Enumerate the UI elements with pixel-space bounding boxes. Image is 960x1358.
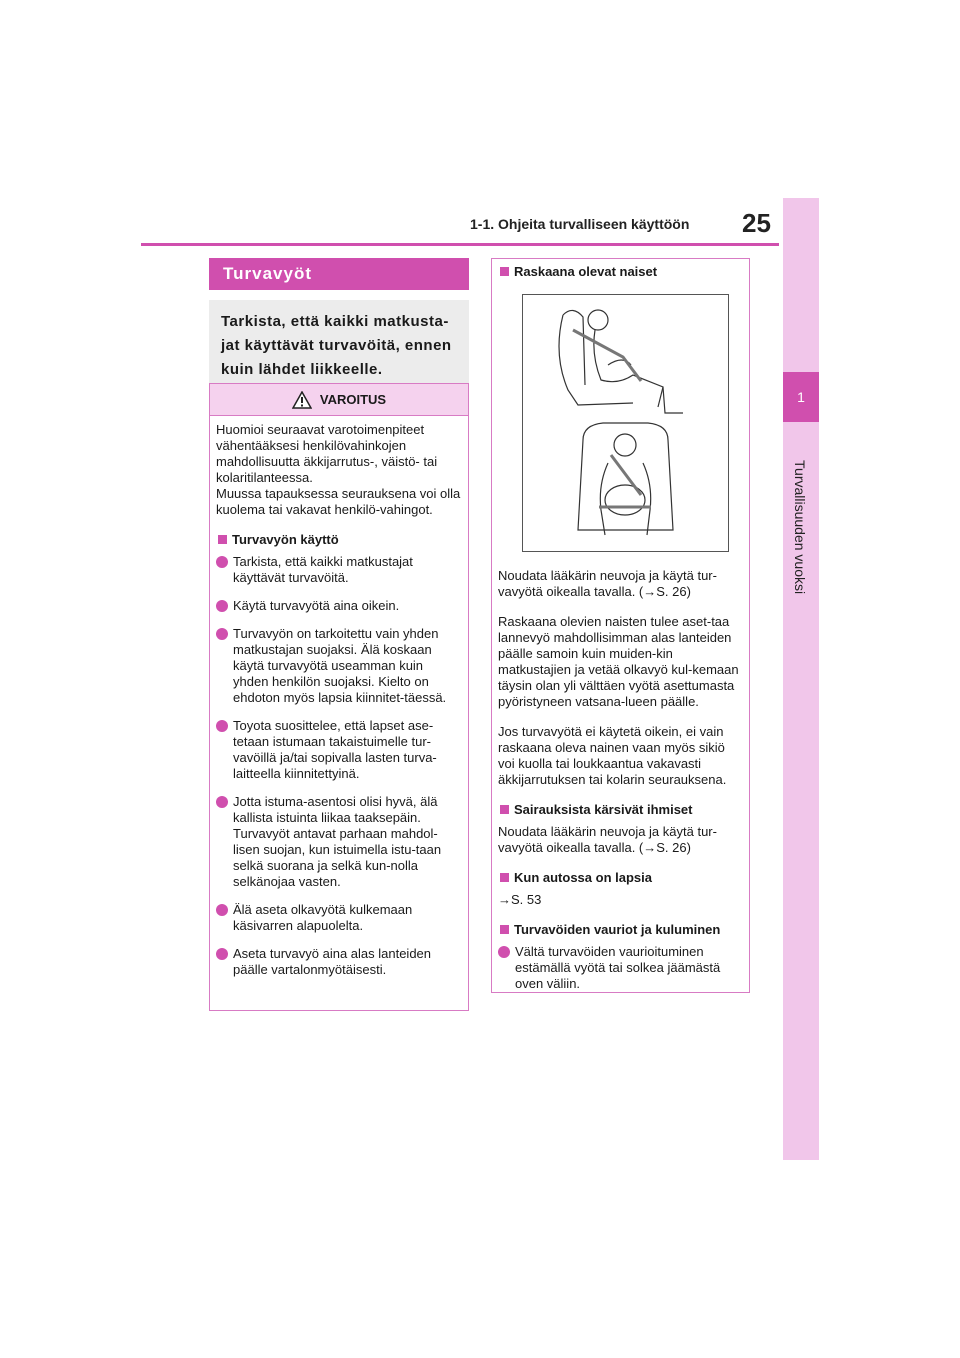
pregnant-para-3: Jos turvavyötä ei käytetä oikein, ei vain raskaana oleva nainen vaan myös sikiö voi kuolla tai loukkaantua vakavasti äkkijarrutuksen tai kolarin seurauksena. bbox=[498, 724, 727, 787]
list-item bbox=[498, 944, 744, 992]
right-body bbox=[498, 568, 744, 992]
chapter-number-badge bbox=[783, 372, 819, 422]
chapter-name: Turvallisuuden vuoksi bbox=[792, 460, 808, 595]
list-item bbox=[216, 718, 462, 782]
round-bullet-icon bbox=[216, 556, 228, 568]
round-bullet-icon bbox=[216, 948, 228, 960]
round-bullet-icon bbox=[216, 720, 228, 732]
warning-intro bbox=[216, 422, 462, 518]
round-bullet-icon bbox=[216, 628, 228, 640]
list-item-text: Tarkista, että kaikki matkustajat käyttävät turvavöitä. bbox=[233, 554, 413, 585]
header-chapter-title: 1-1. Ohjeita turvalliseen käyttöön bbox=[470, 216, 690, 232]
warning-triangle-icon bbox=[292, 391, 312, 409]
list-item-text: Vältä turvavöiden vaurioituminen estämällä vyötä tai solkea jäämästä oven väliin. bbox=[515, 944, 721, 991]
right-column-box bbox=[491, 258, 750, 993]
round-bullet-icon bbox=[216, 904, 228, 916]
warning-box bbox=[209, 383, 469, 1011]
list-item-text: Toyota suosittelee, että lapset ase-tetaan istumaan takaistuimelle tur-vavöillä ja/tai sopivalla lasten turva-laitteella kiinnitettyinä. bbox=[233, 718, 437, 781]
seatbelt-illustration-icon bbox=[523, 295, 728, 551]
chapter-number: 1 bbox=[797, 389, 805, 405]
section-intro: Tarkista, että kaikki matkusta-jat käyttävät turvavöitä, ennen kuin lähdet liikkeelle. bbox=[209, 300, 469, 392]
pregnant-heading-text: Raskaana olevat naiset bbox=[514, 264, 658, 279]
square-bullet-icon bbox=[500, 805, 509, 814]
round-bullet-icon bbox=[498, 946, 510, 958]
left-column bbox=[209, 258, 469, 392]
list-item-text: Jotta istuma-asentosi olisi hyvä, älä kallista istuinta liikaa taaksepäin. Turvavyöt antavat parhaan mahdol-lisen suojan, kun istuimella istu-taan selkä suorana ja selkä kun-nolla selkänojaa vasten. bbox=[233, 794, 442, 889]
list-item bbox=[216, 902, 462, 934]
usage-heading-text: Turvavyön käyttö bbox=[232, 532, 339, 547]
list-item bbox=[216, 946, 462, 978]
pregnant-heading bbox=[498, 264, 744, 280]
round-bullet-icon bbox=[216, 600, 228, 612]
damage-heading-text: Turvavöiden vauriot ja kuluminen bbox=[514, 922, 721, 937]
pregnant-para-2: Raskaana olevien naisten tulee aset-taa lannevyö mahdollisimman alas lanteiden päälle samoin kuin muiden-kin matkustajien ja vetää olkavyö kul-kemaan täysin olan yli välttäen vyötä asettumasta pyöristyneen vatsana-lueen päälle. bbox=[498, 614, 739, 709]
warning-intro-text: Huomioi seuraavat varotoimenpiteet vähentääksesi henkilövahinkojen mahdollisuutta äkkijarrutus-, väistö- tai kolaritilanteessa. bbox=[216, 422, 438, 485]
warning-header bbox=[210, 384, 468, 416]
children-page-ref: →S. 53 bbox=[498, 892, 542, 907]
round-bullet-icon bbox=[216, 796, 228, 808]
usage-heading bbox=[216, 532, 462, 548]
list-item-text: Aseta turvavyö aina alas lanteiden päälle vartalonmyötäisesti. bbox=[233, 946, 432, 977]
page-number: 25 bbox=[742, 208, 771, 238]
children-heading bbox=[498, 870, 744, 886]
ill-heading-text: Sairauksista kärsivät ihmiset bbox=[514, 802, 693, 817]
list-item bbox=[216, 554, 462, 586]
header-divider bbox=[141, 243, 779, 246]
warning-label: VAROITUS bbox=[319, 392, 387, 407]
list-item-text: Käytä turvavyötä aina oikein. bbox=[233, 598, 400, 613]
pregnant-para-1: Noudata lääkärin neuvoja ja käytä tur-vavyötä oikealla tavalla. (→S. 26) bbox=[498, 568, 717, 599]
section-title: Turvavyöt bbox=[209, 258, 469, 290]
pregnant-seatbelt-illustration bbox=[522, 294, 729, 552]
chapter-side-tab bbox=[783, 198, 819, 1160]
list-item bbox=[216, 626, 462, 706]
warning-intro-text-2: Muussa tapauksessa seurauksena voi olla kuolema tai vakavat henkilö-vahingot. bbox=[216, 486, 461, 517]
list-item-text: Turvavyön on tarkoitettu vain yhden matkustajan suojaksi. Älä koskaan käytä turvavyötä useamman kuin yhden henkilön suojaksi. Kielto on ehdoton myös lapsia kiinnitet-täessä. bbox=[233, 626, 447, 705]
square-bullet-icon bbox=[500, 873, 509, 882]
square-bullet-icon bbox=[500, 267, 509, 276]
children-heading-text: Kun autossa on lapsia bbox=[514, 870, 652, 885]
ill-heading bbox=[498, 802, 744, 818]
list-item bbox=[216, 598, 462, 614]
damage-heading bbox=[498, 922, 744, 938]
warning-body bbox=[210, 416, 468, 978]
list-item-text: Älä aseta olkavyötä kulkemaan käsivarren alapuolelta. bbox=[233, 902, 413, 933]
square-bullet-icon bbox=[500, 925, 509, 934]
ill-para: Noudata lääkärin neuvoja ja käytä tur-vavyötä oikealla tavalla. (→S. 26) bbox=[498, 824, 717, 855]
square-bullet-icon bbox=[218, 535, 227, 544]
list-item bbox=[216, 794, 462, 890]
